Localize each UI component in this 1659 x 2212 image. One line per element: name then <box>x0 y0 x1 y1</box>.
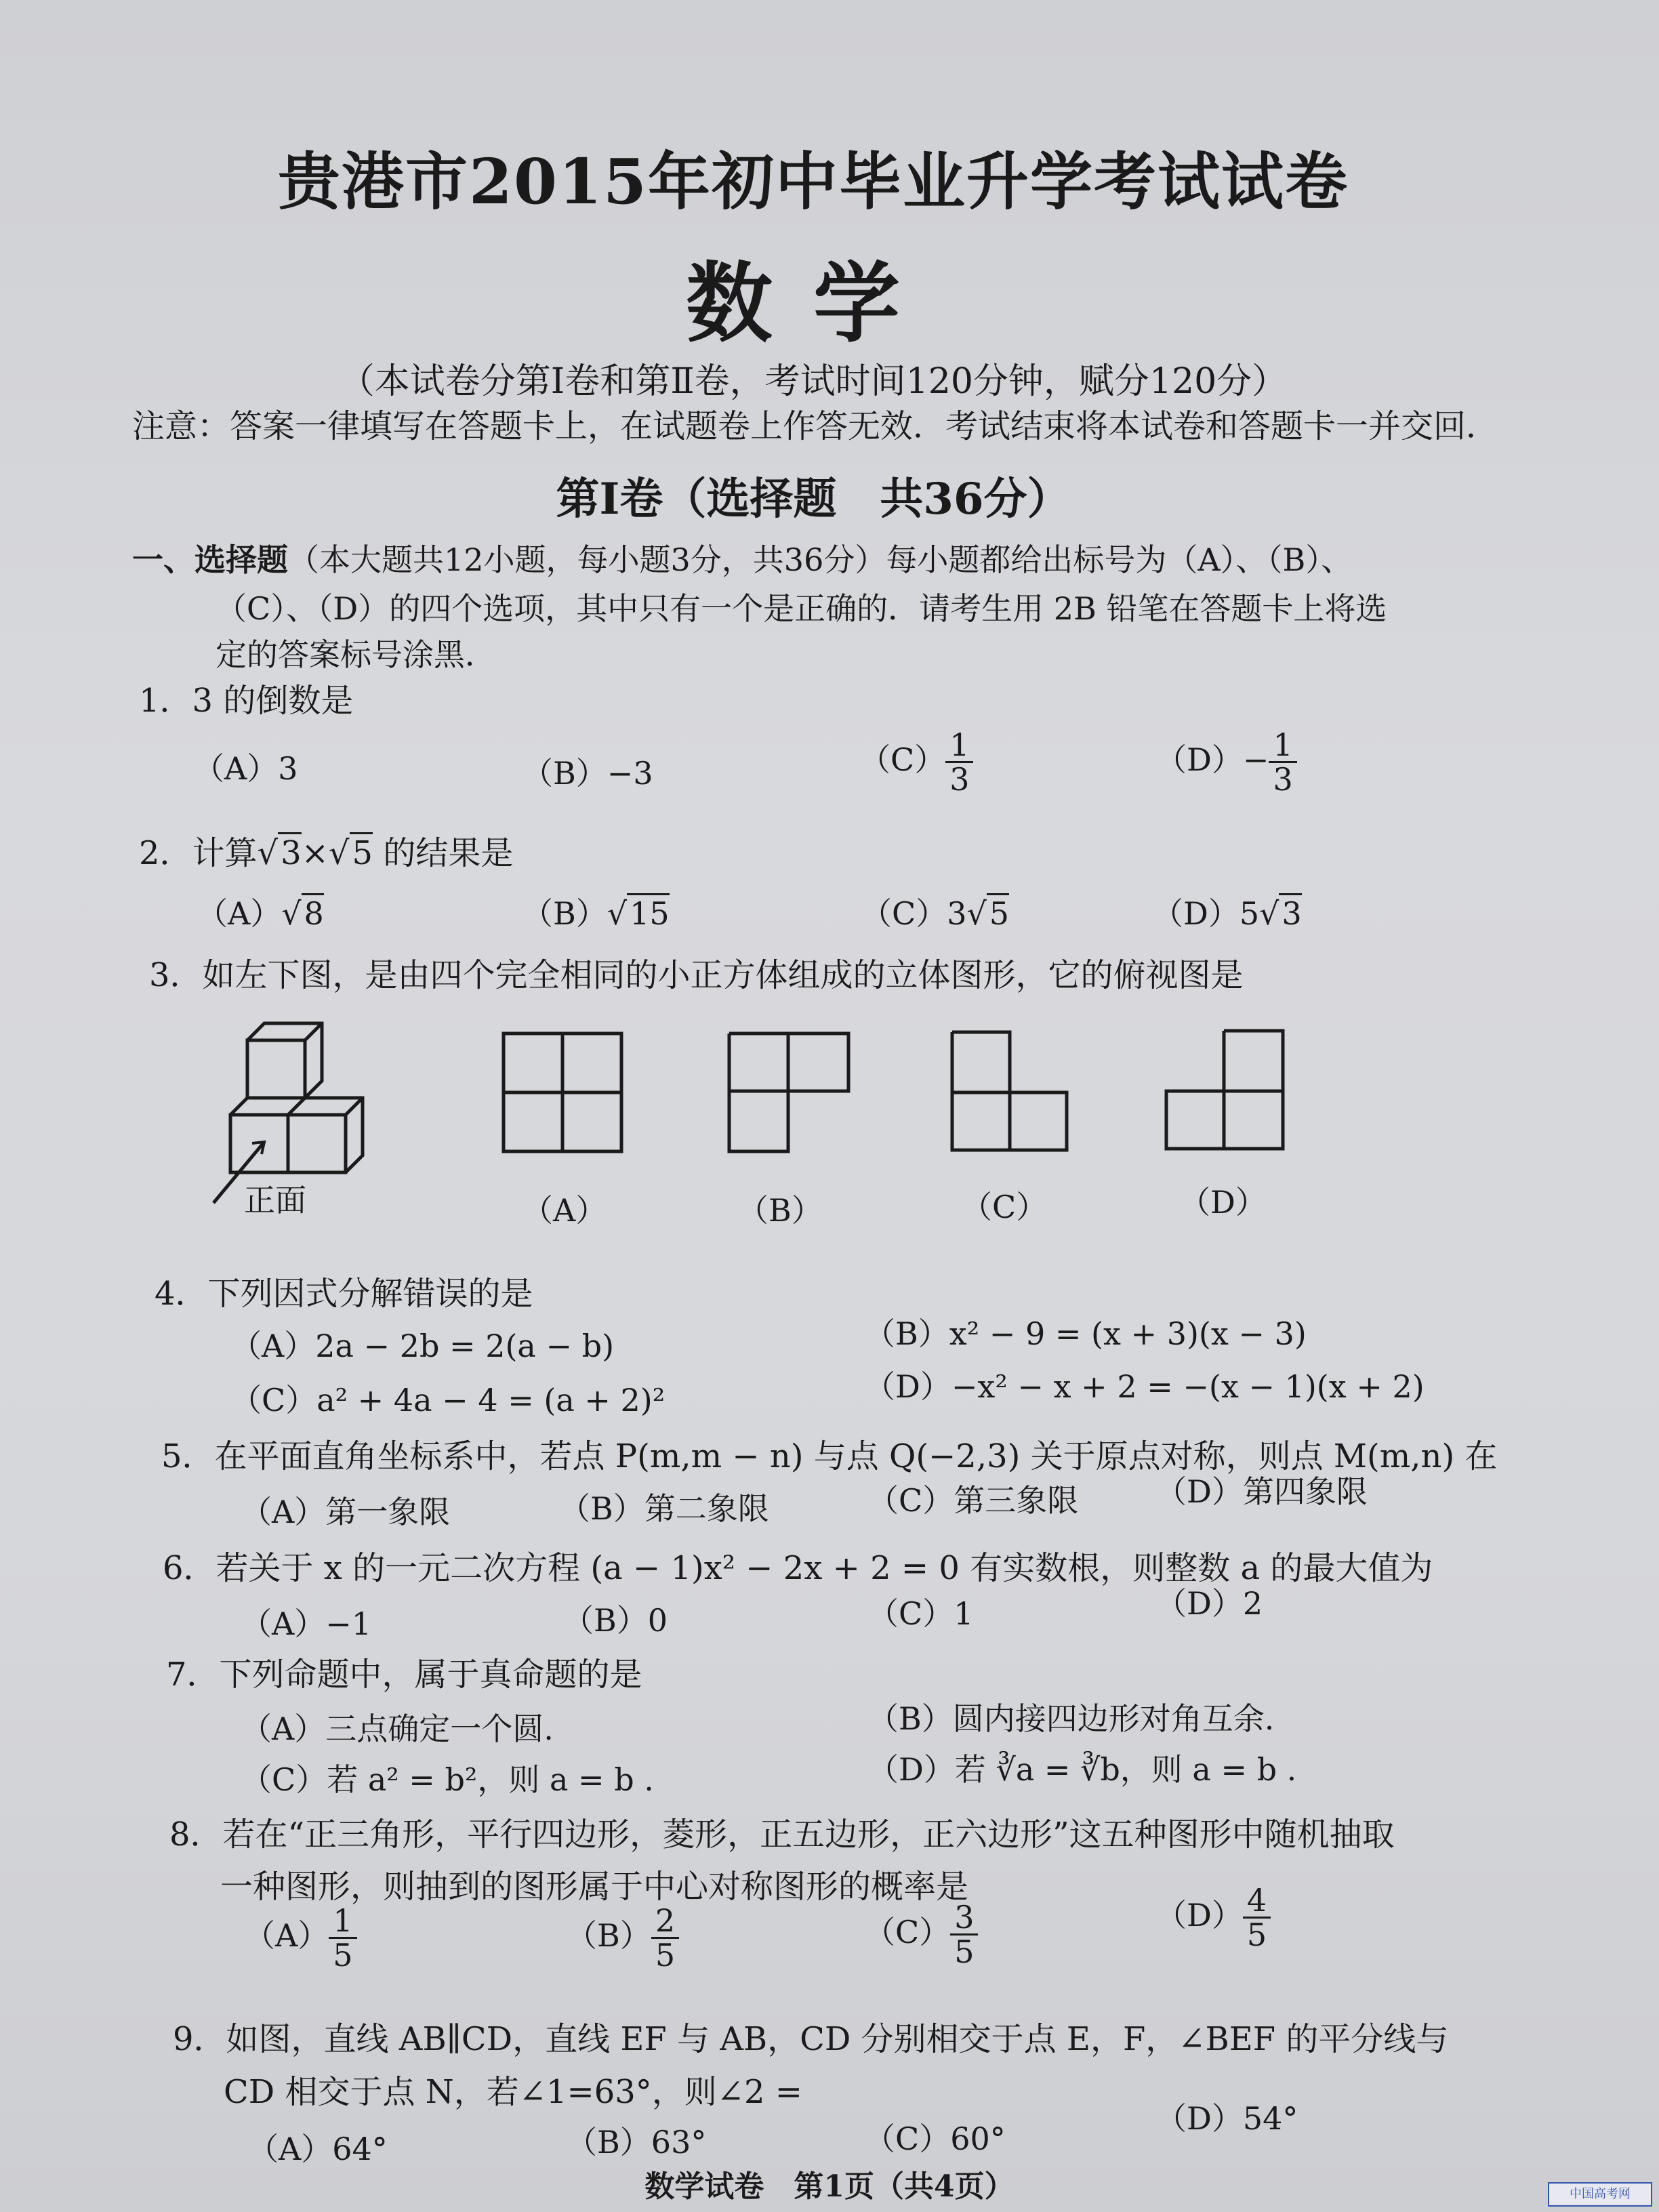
q8-d-num: 4 <box>1243 1884 1271 1919</box>
q1-option-c-label: （C） <box>859 741 946 778</box>
q3-option-b: （B） <box>737 1192 823 1229</box>
q2-option-b: （B）√15 <box>522 889 670 934</box>
q9-option-d: （D）54° <box>1155 2100 1298 2137</box>
page-footer: 数学试卷 第1页（共4页） <box>644 2169 1015 2204</box>
q2-r3: 3 <box>278 832 302 872</box>
q8-option-a-label: （A） <box>244 1917 329 1954</box>
section-title: 第Ⅰ卷（选择题 共36分） <box>556 474 1071 525</box>
subject-title: 数学 <box>685 253 941 354</box>
part1-label: 一、选择题 <box>132 541 288 578</box>
q2-option-c: （C）3√5 <box>861 889 1009 934</box>
q2-c-rad: 5 <box>987 893 1009 932</box>
q8-line2: 一种图形，则抽到的图形属于中心对称图形的概率是 <box>220 1868 969 1906</box>
option-d-shape <box>1164 1029 1285 1151</box>
q3-option-a: （A） <box>522 1192 607 1229</box>
q6-stem: 6．若关于 x 的一元二次方程 (a − 1)x² − 2x + 2 = 0 有实数根，则整数 a 的最大值为 <box>163 1549 1433 1587</box>
q7-option-c: （C）若 a² = b²，则 a = b . <box>241 1761 654 1798</box>
part1-line1: （本大题共12小题，每小题3分，共36分）每小题都给出标号为（A）、（B）、 <box>288 541 1353 578</box>
q1-d-num: 1 <box>1269 729 1296 763</box>
exam-note: 注意：答案一律填写在答题卡上，在试题卷上作答无效．考试结束将本试卷和答题卡一并交回． <box>132 407 1499 445</box>
exam-info: （本试卷分第Ⅰ卷和第Ⅱ卷，考试时间120分钟，赋分120分） <box>339 361 1288 402</box>
q2-option-d: （D）5√3 <box>1152 889 1302 934</box>
q2-stem: 2．计算√3×√5 的结果是 <box>139 827 513 874</box>
q4-option-c: （C）a² + 4a − 4 = (a + 2)² <box>230 1382 665 1418</box>
q2-option-d-label: （D）5 <box>1152 895 1260 932</box>
q8-d-den: 5 <box>1246 1917 1267 1954</box>
q1-option-d-label: （D）− <box>1155 741 1269 778</box>
q1-stem: 1．3 的倒数是 <box>139 682 354 720</box>
q6-option-d: （D）2 <box>1155 1585 1263 1622</box>
part1-line2: （C）、（D）的四个选项，其中只有一个是正确的．请考生用 2B 铅笔在答题卡上将选 <box>216 590 1387 627</box>
q7-option-b: （B）圆内接四边形对角互余. <box>867 1700 1275 1737</box>
q1-d-den: 3 <box>1273 761 1293 798</box>
option-c-shape <box>950 1030 1069 1152</box>
q8-b-num: 2 <box>651 1904 679 1939</box>
q8-option-d <box>1155 1884 1271 1952</box>
q7-option-a: （A）三点确定一个圆. <box>241 1711 554 1747</box>
q8-c-num: 3 <box>950 1901 978 1936</box>
q3-front-label: 正面 <box>244 1182 306 1218</box>
q8-option-a <box>244 1904 357 1972</box>
q9-option-c: （C）60° <box>864 2121 1006 2157</box>
q8-a-num: 1 <box>329 1904 356 1939</box>
q8-line1: 8．若在“正三角形，平行四边形，菱形，正五边形，正六边形”这五种图形中随机抽取 <box>169 1816 1395 1853</box>
option-b-shape <box>727 1031 851 1153</box>
q2-post: 的结果是 <box>383 834 514 872</box>
q1-option-d <box>1155 726 1297 798</box>
q6-option-b: （B）0 <box>562 1602 668 1639</box>
q2-b-rad: 15 <box>627 893 670 932</box>
q1-option-a: （A）3 <box>193 750 298 787</box>
option-a-grid <box>501 1031 623 1153</box>
q3-stem: 3．如左下图，是由四个完全相同的小正方体组成的立体图形，它的俯视图是 <box>149 956 1244 994</box>
q9-line1: 9．如图，直线 AB∥CD，直线 EF 与 AB，CD 分别相交于点 E，F，∠BEF 的平分线与 <box>173 2020 1449 2058</box>
q3-option-a-figure <box>501 1031 623 1156</box>
q2-option-a-label: （A） <box>197 895 282 932</box>
q4-option-a: （A）2a − 2b = 2(a − b) <box>230 1328 615 1364</box>
q3-option-d-figure <box>1164 1029 1285 1153</box>
q4-option-b: （B）x² − 9 = (x + 3)(x − 3) <box>864 1315 1307 1352</box>
q8-option-d-label: （D） <box>1155 1896 1243 1933</box>
q5-option-b: （B）第二象限 <box>559 1490 769 1527</box>
q2-option-a: （A）√8 <box>197 889 324 934</box>
q1-c-den: 3 <box>949 761 970 798</box>
q3-option-c: （C） <box>961 1189 1048 1225</box>
q8-option-c-label: （C） <box>864 1913 951 1950</box>
q2-option-b-label: （B） <box>522 895 607 932</box>
q8-option-b <box>566 1904 679 1972</box>
q7-stem: 7．下列命题中，属于真命题的是 <box>166 1656 642 1694</box>
q7-option-d: （D）若 ∛a = ∛b，则 a = b . <box>867 1751 1297 1788</box>
watermark-logo: 中国高考网 <box>1548 2182 1652 2207</box>
q9-option-b: （B）63° <box>566 2124 707 2160</box>
q2-option-c-label: （C）3 <box>861 895 967 932</box>
q2-a-rad: 8 <box>302 893 324 932</box>
q2-d-rad: 3 <box>1279 893 1301 932</box>
q8-option-c <box>864 1901 978 1969</box>
exam-title: 贵港市2015年初中毕业升学考试试卷 <box>277 145 1349 218</box>
q1-option-b: （B）−3 <box>522 755 653 792</box>
q6-option-c: （C）1 <box>867 1595 974 1632</box>
q2-times: × <box>301 834 329 872</box>
q8-option-b-label: （B） <box>566 1917 651 1954</box>
q2-r5: 5 <box>350 832 373 872</box>
q3-option-c-figure <box>950 1030 1069 1155</box>
q3-option-b-figure <box>727 1031 851 1156</box>
q4-stem: 4．下列因式分解错误的是 <box>155 1275 533 1313</box>
q3-option-d: （D） <box>1179 1184 1267 1221</box>
q5-option-a: （A）第一象限 <box>241 1494 451 1530</box>
q4-option-d: （D）−x² − x + 2 = −(x − 1)(x + 2) <box>864 1368 1425 1405</box>
q5-stem: 5．在平面直角坐标系中，若点 P(m,m − n) 与点 Q(−2,3) 关于原点对称，则点 M(m,n) 在 <box>161 1437 1498 1475</box>
q1-option-c <box>859 726 973 798</box>
q5-option-d: （D）第四象限 <box>1155 1473 1368 1510</box>
q2-pre: 2．计算 <box>139 834 258 872</box>
q9-line2: CD 相交于点 N，若∠1=63°，则∠2 = <box>224 2073 803 2111</box>
part1-line3: 定的答案标号涂黑． <box>216 636 496 673</box>
q6-option-a: （A）−1 <box>241 1605 372 1642</box>
q9-option-a: （A）64° <box>247 2131 388 2167</box>
q8-c-den: 5 <box>954 1933 975 1971</box>
q5-option-c: （C）第三象限 <box>867 1482 1079 1519</box>
q8-b-den: 5 <box>655 1937 676 1974</box>
q1-c-num: 1 <box>945 729 973 763</box>
part1-instructions <box>132 535 1352 580</box>
q8-a-den: 5 <box>333 1937 353 1974</box>
